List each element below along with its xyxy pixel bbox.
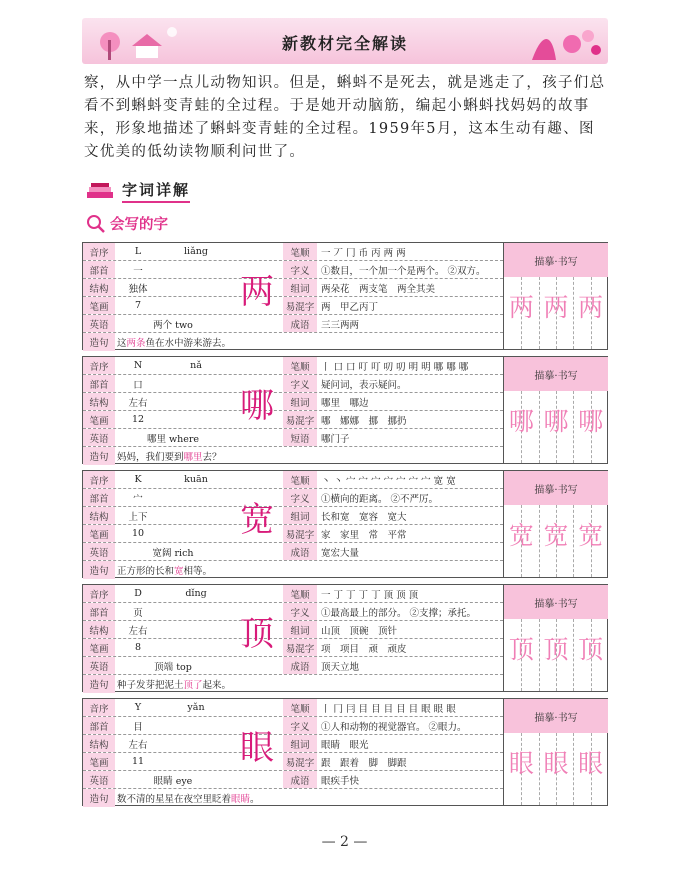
field-value: 山顶 顶碗 顶针 xyxy=(321,625,398,637)
pinyin: kuān xyxy=(184,474,208,485)
field-label: 英语 xyxy=(83,771,115,788)
tracing-character: 哪 xyxy=(508,407,534,436)
field-value: ①人和动物的视觉器官。 ②眼力。 xyxy=(321,721,467,733)
sentence-highlight: 宽 xyxy=(174,566,184,577)
featured-character: 哪 xyxy=(240,385,274,426)
field-label: 易混字 xyxy=(283,525,317,542)
sentence-highlight: 顶了 xyxy=(183,680,203,691)
field-value: 目 xyxy=(133,721,143,733)
field-label: 笔画 xyxy=(83,297,115,314)
page-number: — 2 — xyxy=(321,834,368,850)
field-label: 易混字 xyxy=(283,297,317,314)
tracing-character: 眼 xyxy=(508,749,534,778)
field-label: 音序 xyxy=(83,471,115,488)
field-value: Y xyxy=(134,702,142,713)
card-row xyxy=(83,699,503,717)
field-value: ①横向的距离。 ②不严厉。 xyxy=(321,493,439,505)
field-label: 字义 xyxy=(283,717,317,734)
tracing-label: 描摹·书写 xyxy=(504,471,608,505)
english-word: 宽阔 rich xyxy=(152,547,194,559)
example-sentence xyxy=(117,333,497,351)
field-label: 结构 xyxy=(83,279,115,296)
field-label: 部首 xyxy=(83,717,115,734)
field-value: 疑问词，表示疑问。 xyxy=(321,379,407,391)
example-sentence xyxy=(117,675,497,693)
section-heading xyxy=(86,179,190,203)
field-label: 笔画 xyxy=(83,525,115,542)
field-label: 结构 xyxy=(83,393,115,410)
field-label: 成语 xyxy=(283,771,317,788)
field-value: ①数目，一个加一个是两个。 ②双方。 xyxy=(321,265,486,277)
field-value: 口 xyxy=(133,379,143,391)
card-row xyxy=(83,657,503,675)
field-label: 组词 xyxy=(283,279,317,296)
card-row xyxy=(83,603,503,621)
english-word: 两个 two xyxy=(153,319,193,331)
example-sentence xyxy=(117,789,497,807)
subsection-title: 会写的字 xyxy=(110,217,168,233)
sentence-text: 去？ xyxy=(202,452,222,463)
sentence-highlight: 眼睛 xyxy=(231,794,251,805)
sentence-text: 正方形的长和 xyxy=(117,566,175,577)
card-row xyxy=(83,243,503,261)
field-label: 部首 xyxy=(83,375,115,392)
field-value: 10 xyxy=(131,528,145,539)
field-label: 笔顺 xyxy=(283,243,317,260)
field-value: 项 项目 顽 顽皮 xyxy=(321,643,407,655)
field-label: 笔顺 xyxy=(283,699,317,716)
section-title: 字词详解 xyxy=(122,179,190,203)
character-card xyxy=(82,242,608,350)
tracing-character: 顶 xyxy=(578,635,604,664)
field-label: 成语 xyxy=(283,315,317,332)
character-card xyxy=(82,698,608,806)
pinyin: nǎ xyxy=(190,360,202,371)
field-label: 字义 xyxy=(283,261,317,278)
featured-character: 两 xyxy=(240,271,274,312)
card-row xyxy=(83,471,503,489)
card-row xyxy=(83,279,503,297)
intro-paragraph: 察，从中学一点儿动物知识。但是，蝌蚪不是死去，就是逃走了，孩子们总看不到蝌蚪变青蛙的全过程。于是她开动脑筋，编起小蝌蚪找妈妈的故事来，形象地描述了蝌蚪变青蛙的全过程。1959年5月，这本生动有趣、图文优美的低幼读物顺利问世了。 xyxy=(84,75,606,160)
field-value: 页 xyxy=(133,607,143,619)
english-word: 眼睛 eye xyxy=(153,775,193,787)
field-label: 造句 xyxy=(83,675,115,693)
field-value: 8 xyxy=(134,642,142,653)
card-row xyxy=(83,411,503,429)
field-label: 造句 xyxy=(83,447,115,465)
field-label: 短语 xyxy=(283,429,317,446)
card-row xyxy=(83,717,503,735)
tracing-character: 哪 xyxy=(543,407,569,436)
field-value: 独体 xyxy=(128,283,148,295)
card-row xyxy=(83,585,503,603)
field-label: 笔画 xyxy=(83,753,115,770)
sentence-row xyxy=(83,333,503,351)
field-label: 组词 xyxy=(283,393,317,410)
field-label: 英语 xyxy=(83,429,115,446)
featured-character: 顶 xyxy=(240,613,274,654)
card-row xyxy=(83,315,503,333)
featured-character: 眼 xyxy=(240,727,274,768)
sentence-text: 这 xyxy=(117,338,127,349)
field-label: 笔顺 xyxy=(283,471,317,488)
field-label: 笔画 xyxy=(83,411,115,428)
field-value: 两 甲乙丙丁 xyxy=(321,301,379,313)
field-label: 组词 xyxy=(283,735,317,752)
tracing-label: 描摹·书写 xyxy=(504,699,608,733)
field-label: 英语 xyxy=(83,657,115,674)
field-value: 哪里 哪边 xyxy=(321,397,369,409)
tracing-area[interactable] xyxy=(503,471,608,577)
tracing-character: 眼 xyxy=(543,749,569,778)
field-value: 左右 xyxy=(128,739,148,751)
field-value: 家 家里 常 平常 xyxy=(321,529,407,541)
field-label: 易混字 xyxy=(283,411,317,428)
field-label: 音序 xyxy=(83,585,115,602)
field-label: 笔顺 xyxy=(283,585,317,602)
field-value: 一 丁 丁 丁 丁 顶 顶 顶 xyxy=(321,589,419,601)
card-row xyxy=(83,489,503,507)
character-card xyxy=(82,470,608,578)
field-value: D xyxy=(134,588,142,599)
field-value: 两朵花 两支笔 两全其美 xyxy=(321,283,436,295)
sentence-text: 种子发芽把泥土 xyxy=(117,680,184,691)
card-row xyxy=(83,261,503,279)
tracing-character: 顶 xyxy=(543,635,569,664)
subsection-heading xyxy=(86,213,168,234)
field-label: 字义 xyxy=(283,489,317,506)
field-value: 眼疾手快 xyxy=(321,775,360,787)
card-row xyxy=(83,771,503,789)
field-value: 宀 xyxy=(133,493,143,505)
field-value: 长和宽 宽容 宽大 xyxy=(321,511,407,523)
tracing-character: 顶 xyxy=(508,635,534,664)
card-row xyxy=(83,525,503,543)
field-value: 哪门子 xyxy=(321,433,350,445)
field-label: 字义 xyxy=(283,603,317,620)
sentence-text: 相等。 xyxy=(183,566,213,577)
pinyin: dǐng xyxy=(185,588,207,599)
field-label: 组词 xyxy=(283,621,317,638)
field-label: 造句 xyxy=(83,333,115,351)
card-row xyxy=(83,297,503,315)
card-row xyxy=(83,735,503,753)
field-label: 笔顺 xyxy=(283,357,317,374)
field-value: 一 xyxy=(133,265,143,277)
field-label: 成语 xyxy=(283,657,317,674)
pinyin: yǎn xyxy=(187,702,205,713)
field-value: 丨 口 口 叮 叮 叨 叨 明 明 哪 哪 哪 xyxy=(321,361,469,373)
sentence-highlight: 两条 xyxy=(126,338,146,349)
field-value: 哪 娜娜 挪 挪扔 xyxy=(321,415,407,427)
character-card xyxy=(82,584,608,692)
tracing-area[interactable] xyxy=(503,585,608,691)
character-card xyxy=(82,356,608,464)
field-value: 丨 冂 冃 目 目 目 目 目 眼 眼 眼 xyxy=(321,703,456,715)
example-sentence xyxy=(117,447,497,465)
magnifier-icon xyxy=(86,214,106,234)
tracing-character: 两 xyxy=(508,293,534,322)
field-value: 7 xyxy=(134,300,142,311)
field-label: 英语 xyxy=(83,543,115,560)
sentence-text: 妈妈，我们要到 xyxy=(117,452,184,463)
sentence-highlight: 哪里 xyxy=(183,452,203,463)
books-icon xyxy=(86,182,116,200)
field-label: 音序 xyxy=(83,357,115,374)
tracing-area[interactable] xyxy=(503,243,608,349)
field-value: 一 丆 冂 币 丙 两 两 xyxy=(321,247,406,259)
field-label: 音序 xyxy=(83,243,115,260)
field-label: 成语 xyxy=(283,543,317,560)
tracing-character: 眼 xyxy=(578,749,604,778)
field-value: ①最高最上的部分。 ②支撑；承托。 xyxy=(321,607,477,619)
sentence-text: 鱼在水中游来游去。 xyxy=(145,338,232,349)
card-row xyxy=(83,621,503,639)
tracing-label: 描摹·书写 xyxy=(504,243,608,277)
field-value: N xyxy=(133,360,143,371)
card-row xyxy=(83,639,503,657)
page-title: 新教材完全解读 xyxy=(281,34,408,53)
field-label: 字义 xyxy=(283,375,317,392)
field-label: 结构 xyxy=(83,621,115,638)
card-row xyxy=(83,507,503,525)
sentence-row xyxy=(83,561,503,579)
field-label: 造句 xyxy=(83,789,115,807)
pinyin: liǎng xyxy=(184,246,208,257)
english-word: 哪里 where xyxy=(146,433,200,445)
field-value: 上下 xyxy=(128,511,148,523)
tracing-character: 宽 xyxy=(578,521,604,550)
field-value: K xyxy=(134,474,142,485)
field-label: 部首 xyxy=(83,603,115,620)
card-row xyxy=(83,429,503,447)
tracing-character: 宽 xyxy=(508,521,534,550)
field-value: 丶 丶 宀 宀 宀 宀 宀 宀 宀 宽 宽 xyxy=(321,475,456,487)
field-value: 左右 xyxy=(128,625,148,637)
field-value: 跟 跟着 脚 脚跟 xyxy=(321,757,407,769)
field-label: 易混字 xyxy=(283,639,317,656)
field-value: 12 xyxy=(131,414,145,425)
field-label: 英语 xyxy=(83,315,115,332)
field-label: 部首 xyxy=(83,261,115,278)
tracing-label: 描摹·书写 xyxy=(504,357,608,391)
sentence-row xyxy=(83,675,503,693)
field-value: 眼睛 眼光 xyxy=(321,739,369,751)
card-row xyxy=(83,753,503,771)
field-label: 易混字 xyxy=(283,753,317,770)
sentence-text: 。 xyxy=(250,794,260,805)
field-value: 左右 xyxy=(128,397,148,409)
field-label: 部首 xyxy=(83,489,115,506)
card-row xyxy=(83,393,503,411)
flower-illustration xyxy=(522,22,606,62)
field-value: 宽宏大量 xyxy=(321,547,360,559)
tracing-area[interactable] xyxy=(503,357,608,463)
field-label: 造句 xyxy=(83,561,115,579)
field-value: L xyxy=(134,246,142,257)
field-value: 顶天立地 xyxy=(321,661,360,673)
field-label: 结构 xyxy=(83,507,115,524)
sentence-row xyxy=(83,447,503,465)
tracing-label: 描摹·书写 xyxy=(504,585,608,619)
field-label: 音序 xyxy=(83,699,115,716)
sentence-text: 起来。 xyxy=(202,680,232,691)
featured-character: 宽 xyxy=(240,499,274,540)
tracing-character: 两 xyxy=(578,293,604,322)
field-label: 组词 xyxy=(283,507,317,524)
sentence-text: 数不清的星星在夜空里眨着 xyxy=(117,794,232,805)
tracing-character: 哪 xyxy=(578,407,604,436)
tracing-character: 宽 xyxy=(543,521,569,550)
page-header xyxy=(82,18,608,64)
field-value: 11 xyxy=(131,756,145,767)
english-word: 顶端 top xyxy=(154,661,192,673)
example-sentence xyxy=(117,561,497,579)
tracing-character: 两 xyxy=(543,293,569,322)
sentence-row xyxy=(83,789,503,807)
card-row xyxy=(83,357,503,375)
card-row xyxy=(83,543,503,561)
field-value: 三三两两 xyxy=(321,319,360,331)
card-row xyxy=(83,375,503,393)
tracing-area[interactable] xyxy=(503,699,608,805)
field-label: 笔画 xyxy=(83,639,115,656)
field-label: 结构 xyxy=(83,735,115,752)
